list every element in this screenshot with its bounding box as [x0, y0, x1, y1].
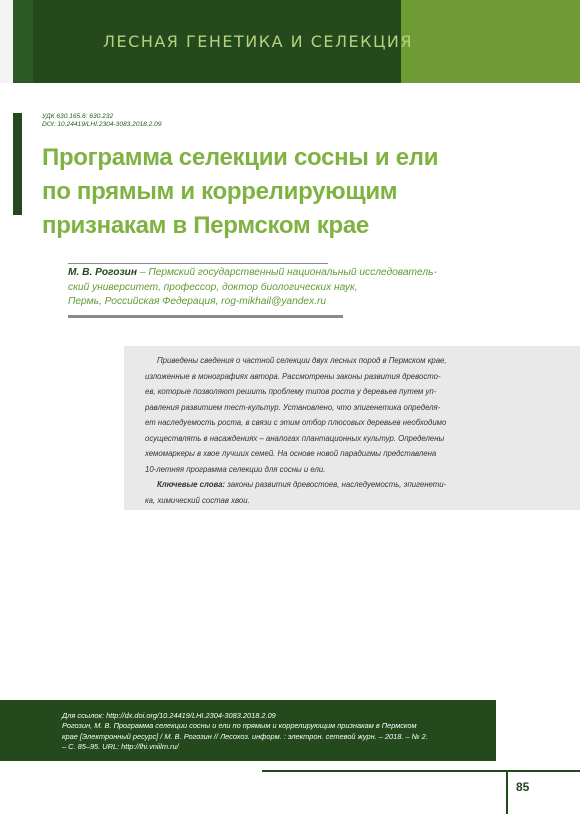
title-line: по прямым и коррелирующим: [42, 178, 398, 205]
author-affiliation-text: – Пермский государственный национальный исследователь-: [137, 267, 437, 278]
citation-line: Рогозин, М. В. Программа селекции сосны и ели по прямым и коррелирующим признакам в Пермском: [62, 721, 417, 731]
journal-section-title: ЛЕСНАЯ ГЕНЕТИКА И СЕЛЕКЦИЯ: [103, 32, 413, 51]
keywords-text: законы развития древостоев, наследуемость, эпигенети-: [225, 480, 447, 489]
abstract-line: Приведены сведения о частной селекции двух лесных пород в Пермском крае,: [157, 356, 447, 365]
title-line: Программа селекции сосны и ели: [42, 144, 439, 171]
abstract: [145, 353, 480, 508]
citation: [62, 711, 492, 752]
author-name: М. В. Рогозин: [68, 267, 138, 278]
header-accent-band: [401, 0, 580, 83]
abstract-line: осуществлять в насаждениях – аналогах плантационных культур. Определены: [145, 433, 445, 443]
abstract-line: 10-летняя программа селекции для сосны и ели.: [145, 464, 326, 474]
author-affiliation: [68, 266, 498, 310]
footer-rule: [262, 770, 580, 772]
author-affiliation-text: ский университет, профессор, доктор биологических наук,: [68, 281, 358, 293]
header-stripe: [13, 0, 33, 83]
citation-url-line: – С. 85–95. URL: http://lhi.vniilm.ru/: [62, 741, 179, 751]
abstract-line: ев, которые позволяют решить проблему типов роста у деревьев путем уп-: [145, 387, 437, 396]
abstract-line: хемомаркеры в хвое лучших семей. На основе новой парадигмы представлена: [145, 449, 437, 458]
abstract-line: ет наследуемость роста, в связи с этим отбор плюсовых деревьев необходимо: [145, 418, 447, 427]
citation-line: крае [Электронный ресурс] / М. В. Рогозин // Лесохоз. информ. : электрон. сетевой журн. – 2018. – № 2.: [62, 731, 428, 741]
page-number: 85: [516, 780, 530, 794]
title-accent-bar: [13, 113, 22, 215]
keywords-label: Ключевые слова:: [157, 480, 226, 489]
abstract-line: равления развитием тест-культур. Установлено, что эпигенетика определя-: [145, 402, 441, 412]
author-divider-bottom: [68, 315, 343, 318]
author-location-email: Пермь, Российская Федерация, rog-mikhail@yandex.ru: [68, 296, 327, 307]
doi-code: DOI: 10.24419/LHI.2304-3083.2018.2.09: [42, 121, 162, 128]
author-divider-top: [68, 263, 328, 264]
title-line: признакам в Пермском крае: [42, 212, 369, 239]
footer-separator: [506, 770, 508, 814]
citation-doi-link[interactable]: Для ссылок: http://dx.doi.org/10.24419/LHI.2304-3083.2018.2.09: [62, 711, 276, 720]
udc-code: УДК 630.165.6: 630.232: [42, 113, 114, 120]
article-title: [42, 141, 462, 243]
article-meta: [42, 113, 162, 129]
keywords: [145, 477, 480, 493]
keywords-text: ка, химический состав хвои.: [145, 495, 250, 505]
abstract-line: изложенные в монографиях автора. Рассмотрены законы развития древосто-: [145, 371, 441, 381]
